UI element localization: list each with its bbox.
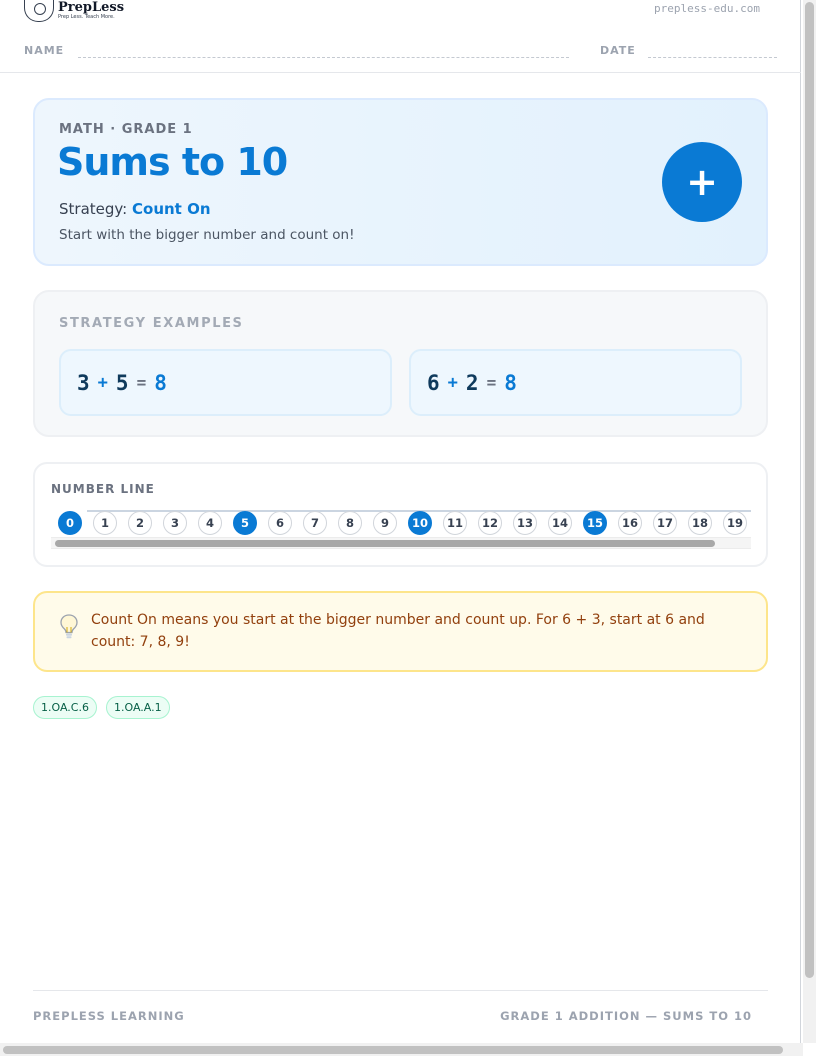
sum-result: 8 xyxy=(504,370,517,395)
subject-grade-label: MATH · GRADE 1 xyxy=(59,122,193,137)
tip-text: Count On means you start at the bigger number and count up. For 6 + 3, start at 6 and count: 7, 8, 9! xyxy=(91,612,705,650)
number-line-tick: 8 xyxy=(338,511,362,535)
number-line-tick: 10 xyxy=(408,511,432,535)
number-line-tick: 16 xyxy=(618,511,642,535)
number-line-tick: 12 xyxy=(478,511,502,535)
number-line-tick: 5 xyxy=(233,511,257,535)
footer-brand: PREPLESS LEARNING xyxy=(33,1009,185,1023)
number-line-tick: 17 xyxy=(653,511,677,535)
number-line-tick: 9 xyxy=(373,511,397,535)
addend-a: 3 xyxy=(77,370,90,395)
standard-tag: 1.OA.C.6 xyxy=(33,696,97,719)
number-line-tick: 6 xyxy=(268,511,292,535)
strategy-line xyxy=(59,200,211,218)
date-label: DATE xyxy=(600,44,636,57)
sum-result: 8 xyxy=(154,370,167,395)
horizontal-scroll-thumb[interactable] xyxy=(3,1046,783,1054)
standard-tag: 1.OA.A.1 xyxy=(106,696,170,719)
number-line-tick: 7 xyxy=(303,511,327,535)
strategy-label: Strategy: xyxy=(59,200,128,218)
example-equation xyxy=(409,349,742,416)
plus-operator: + xyxy=(447,372,458,393)
equals-sign: = xyxy=(486,373,497,392)
footer-lesson-title: GRADE 1 ADDITION — SUMS TO 10 xyxy=(500,1009,752,1023)
strategy-value: Count On xyxy=(132,200,211,218)
logo-tagline: Prep Less. Teach More. xyxy=(58,13,115,20)
number-line-tick: 15 xyxy=(583,511,607,535)
tip-callout xyxy=(33,591,768,672)
number-line-scrollbar[interactable] xyxy=(51,537,751,549)
prepless-logo xyxy=(24,0,124,22)
number-line-tick: 18 xyxy=(688,511,712,535)
lightbulb-icon xyxy=(59,613,79,641)
example-equation xyxy=(59,349,392,416)
number-line-tick: 1 xyxy=(93,511,117,535)
date-field[interactable] xyxy=(648,57,777,58)
number-line-tick: 4 xyxy=(198,511,222,535)
number-line-tick: 13 xyxy=(513,511,537,535)
horizontal-scrollbar[interactable] xyxy=(0,1043,803,1056)
strategy-description: Start with the bigger number and count on! xyxy=(59,227,355,243)
number-line-tick: 2 xyxy=(128,511,152,535)
number-line-tick: 11 xyxy=(443,511,467,535)
number-line-tick: 3 xyxy=(163,511,187,535)
examples-title: STRATEGY EXAMPLES xyxy=(59,316,244,331)
site-url: prepless-edu.com xyxy=(654,2,760,15)
logo-name: PrepLess xyxy=(58,0,125,15)
number-line-card xyxy=(33,462,768,567)
lesson-title: Sums to 10 xyxy=(57,140,288,184)
lesson-hero-card xyxy=(33,98,768,266)
name-label: NAME xyxy=(24,44,65,57)
addend-a: 6 xyxy=(427,370,440,395)
number-line-title: NUMBER LINE xyxy=(51,482,155,496)
header-divider xyxy=(0,72,801,73)
vertical-scrollbar[interactable] xyxy=(803,0,816,1043)
number-line-scroll-thumb[interactable] xyxy=(55,540,715,547)
logo-mascot-icon xyxy=(24,0,54,22)
number-line-tick: 14 xyxy=(548,511,572,535)
number-line-tick: 19 xyxy=(723,511,747,535)
equals-sign: = xyxy=(136,373,147,392)
strategy-examples-card xyxy=(33,290,768,437)
vertical-scroll-thumb[interactable] xyxy=(805,2,814,978)
addend-b: 5 xyxy=(115,370,129,395)
addend-b: 2 xyxy=(465,370,479,395)
name-field[interactable] xyxy=(78,57,569,58)
plus-icon: + xyxy=(662,142,742,222)
number-line-tick: 0 xyxy=(58,511,82,535)
plus-operator: + xyxy=(97,372,108,393)
footer-divider xyxy=(33,990,768,991)
